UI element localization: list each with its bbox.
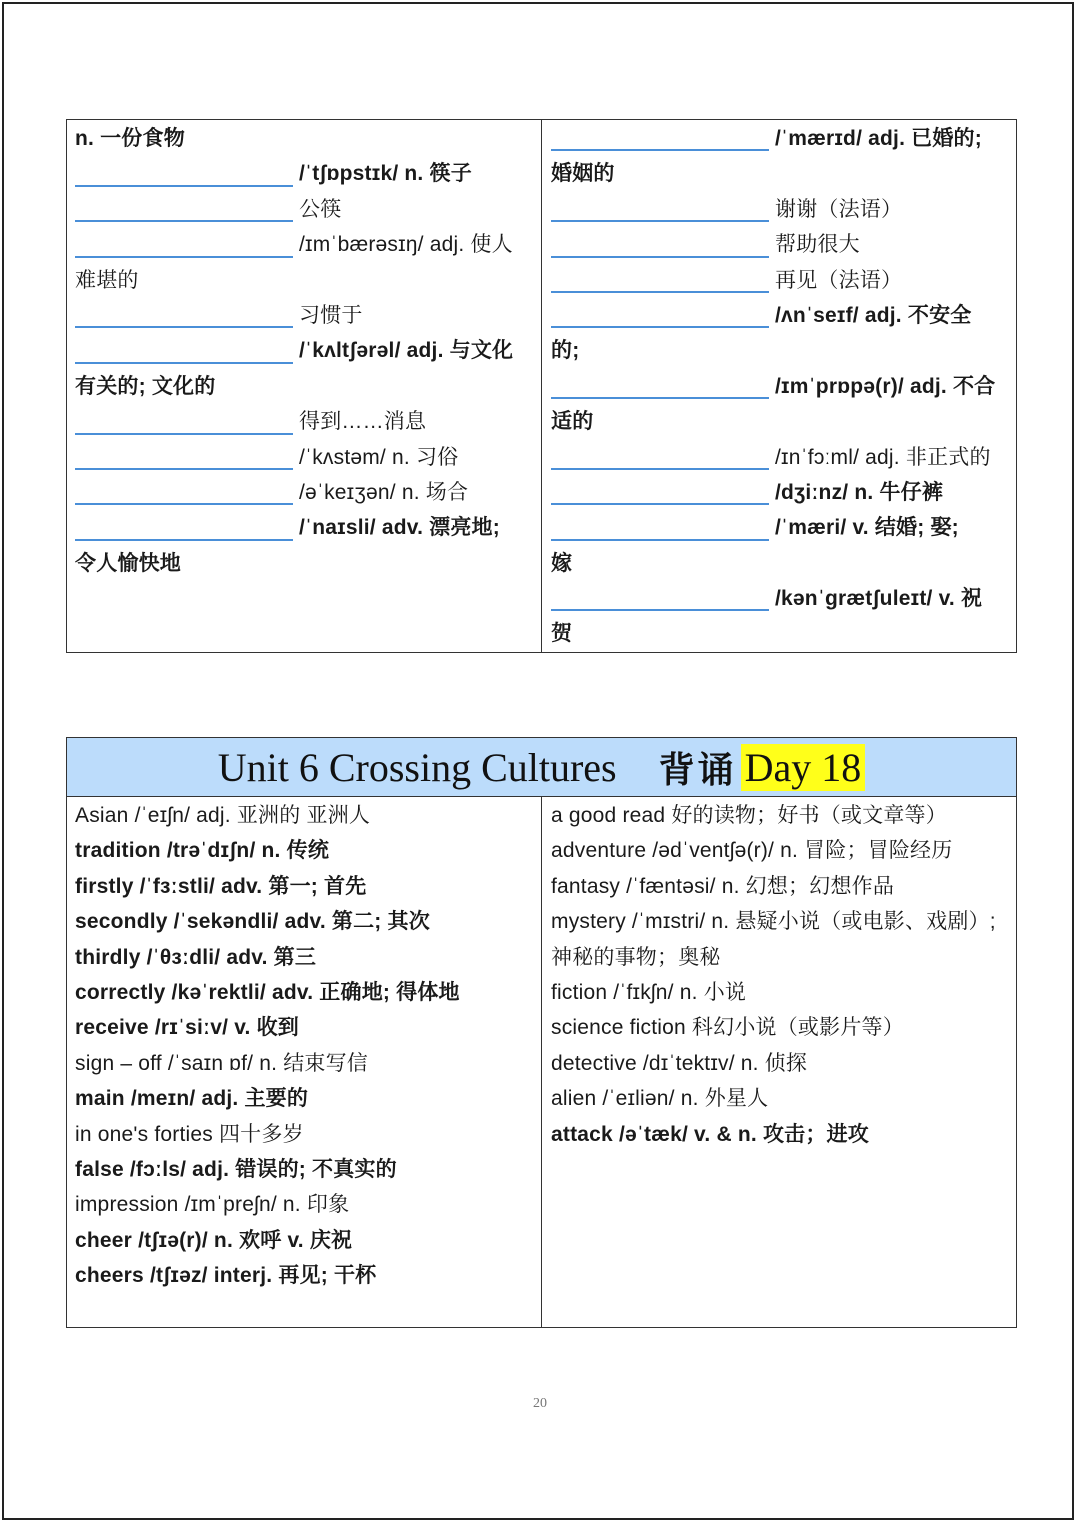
vocab-text: Asian /ˈeɪʃn/ adj. 亚洲的 亚洲人 <box>75 804 371 827</box>
vocab-text: a good read 好的读物；好书（或文章等） <box>551 804 947 827</box>
answer-blank[interactable] <box>551 503 769 505</box>
vocab-line <box>551 121 1010 156</box>
vocab-text: impression /ɪmˈpreʃn/ n. 印象 <box>75 1193 350 1217</box>
vocab-line <box>75 156 533 191</box>
vocab-line <box>551 510 1010 545</box>
answer-blank[interactable] <box>551 397 769 399</box>
vocab-line <box>75 940 533 975</box>
vocab-line <box>551 227 1010 262</box>
vocab-text: /ˈtʃɒpstɪk/ n. 筷子 <box>299 162 472 186</box>
vocab-text: 帮助很大 <box>775 233 860 257</box>
vocab-line <box>551 904 1010 939</box>
vocab-line <box>551 333 1010 368</box>
vocab-line <box>75 546 533 581</box>
vocab-column-left <box>67 120 542 652</box>
answer-blank[interactable] <box>551 291 769 293</box>
answer-blank[interactable] <box>551 468 769 470</box>
answer-blank[interactable] <box>551 539 769 541</box>
vocab-line <box>551 833 1010 868</box>
day-label: Day 18 <box>741 744 866 791</box>
vocab-text: 婚姻的 <box>551 162 615 186</box>
vocab-column-left <box>67 796 542 1327</box>
vocab-line <box>75 869 533 904</box>
vocab-text: /ɪmˈprɒpə(r)/ adj. 不合 <box>775 374 996 398</box>
vocab-line <box>75 798 533 833</box>
vocab-text: /əˈkeɪʒən/ n. 场合 <box>299 480 469 504</box>
vocab-table-top <box>66 119 1017 653</box>
unit-title: Unit 6 Crossing Cultures <box>217 744 617 790</box>
answer-blank[interactable] <box>551 326 769 328</box>
vocab-text: 的; <box>551 339 580 363</box>
vocab-line <box>551 975 1010 1010</box>
vocab-line <box>551 940 1010 975</box>
vocab-line <box>75 1081 533 1116</box>
vocab-text: 习惯于 <box>299 303 363 327</box>
vocab-line <box>551 616 1010 651</box>
vocab-line <box>551 1010 1010 1045</box>
vocab-line <box>75 1046 533 1081</box>
vocab-line <box>551 404 1010 439</box>
answer-blank[interactable] <box>551 149 769 151</box>
vocab-text: main /meɪn/ adj. 主要的 <box>75 1087 309 1111</box>
vocab-line <box>75 833 533 868</box>
vocab-line <box>75 475 533 510</box>
vocab-line <box>75 975 533 1010</box>
answer-blank[interactable] <box>75 539 293 541</box>
vocab-text: firstly /ˈfɜːstli/ adv. 第一; 首先 <box>75 874 367 898</box>
unit-title-bar <box>67 738 1016 797</box>
vocab-column-right <box>542 796 1016 1327</box>
vocab-text: /ˈmærɪd/ adj. 已婚的; <box>775 127 982 150</box>
vocab-line <box>551 1081 1010 1116</box>
vocab-text: fantasy /ˈfæntəsi/ n. 幻想；幻想作品 <box>551 874 895 898</box>
vocab-line <box>75 1223 533 1258</box>
answer-blank[interactable] <box>75 468 293 470</box>
vocab-text: n. 一份食物 <box>75 127 185 150</box>
answer-blank[interactable] <box>75 503 293 505</box>
recite-label: 背诵 <box>658 748 737 791</box>
vocab-line <box>551 156 1010 191</box>
vocab-text: secondly /ˈsekəndli/ adv. 第二; 其次 <box>75 910 430 934</box>
vocab-text: sign – off /ˈsaɪn ɒf/ n. 结束写信 <box>75 1051 369 1075</box>
vocab-text: 得到……消息 <box>299 410 427 434</box>
vocab-text: thirdly /ˈθɜːdli/ adv. 第三 <box>75 945 317 969</box>
answer-blank[interactable] <box>75 433 293 435</box>
vocab-text: 贺 <box>551 622 573 646</box>
vocab-text: 有关的; 文化的 <box>75 374 216 398</box>
vocab-line <box>75 1152 533 1187</box>
vocab-line <box>75 404 533 439</box>
vocab-line <box>551 192 1010 227</box>
vocab-text: /ɪnˈfɔːml/ adj. 非正式的 <box>775 445 991 469</box>
vocab-line <box>75 192 533 227</box>
vocab-text: /ˈkʌstəm/ n. 习俗 <box>299 445 459 469</box>
vocab-column-right <box>542 120 1016 652</box>
vocab-line <box>75 298 533 333</box>
vocab-text: 难堪的 <box>75 268 139 292</box>
vocab-text: 令人愉快地 <box>75 551 181 575</box>
vocab-line <box>551 581 1010 616</box>
vocab-text: cheers /tʃɪəz/ interj. 再见; 干杯 <box>75 1264 377 1288</box>
answer-blank[interactable] <box>75 185 293 187</box>
answer-blank[interactable] <box>75 326 293 328</box>
vocab-text: 适的 <box>551 410 594 434</box>
vocab-text: /ˈnaɪsli/ adv. 漂亮地; <box>299 516 500 540</box>
vocab-line <box>551 1046 1010 1081</box>
vocab-text: /ɪmˈbærəsɪŋ/ adj. 使人 <box>299 233 513 257</box>
vocab-text: 再见（法语） <box>775 268 903 292</box>
vocab-text: cheer /tʃɪə(r)/ n. 欢呼 v. 庆祝 <box>75 1228 353 1252</box>
vocab-line <box>551 798 1010 833</box>
vocab-line <box>551 869 1010 904</box>
vocab-text: fiction /ˈfɪkʃn/ n. 小说 <box>551 980 747 1004</box>
vocab-line <box>75 227 533 262</box>
vocab-text: adventure /ədˈventʃə(r)/ n. 冒险；冒险经历 <box>551 839 953 863</box>
vocab-line <box>551 440 1010 475</box>
vocab-text: /ˈkʌltʃərəl/ adj. 与文化 <box>299 339 514 363</box>
answer-blank[interactable] <box>75 256 293 258</box>
vocab-line <box>75 369 533 404</box>
vocab-text: alien /ˈeɪliən/ n. 外星人 <box>551 1087 769 1111</box>
vocab-text: tradition /trəˈdɪʃn/ n. 传统 <box>75 839 330 863</box>
vocab-line <box>75 904 533 939</box>
answer-blank[interactable] <box>551 256 769 258</box>
vocab-text: 神秘的事物；奥秘 <box>551 945 721 969</box>
vocab-text: science fiction 科幻小说（或影片等） <box>551 1016 904 1040</box>
vocab-line <box>75 121 533 156</box>
answer-blank[interactable] <box>551 220 769 222</box>
answer-blank[interactable] <box>75 220 293 222</box>
vocab-text: false /fɔːls/ adj. 错误的; 不真实的 <box>75 1157 397 1181</box>
vocab-text: correctly /kəˈrektli/ adv. 正确地; 得体地 <box>75 980 460 1004</box>
vocab-line <box>75 333 533 368</box>
vocab-line <box>551 369 1010 404</box>
answer-blank[interactable] <box>551 609 769 611</box>
answer-blank[interactable] <box>75 362 293 364</box>
vocab-line <box>551 1117 1010 1152</box>
vocab-text: attack /əˈtæk/ v. & n. 攻击；进攻 <box>551 1122 869 1146</box>
vocab-line <box>75 1187 533 1222</box>
vocab-table-unit6 <box>66 737 1017 1328</box>
vocab-text: 嫁 <box>551 551 573 575</box>
vocab-text: in one's forties 四十多岁 <box>75 1122 304 1146</box>
vocab-line <box>551 546 1010 581</box>
vocab-line <box>75 1010 533 1045</box>
vocab-text: /ˈmæri/ v. 结婚; 娶; <box>775 516 959 540</box>
vocab-line <box>75 440 533 475</box>
vocab-text: 谢谢（法语） <box>775 197 903 221</box>
vocab-text: /kənˈgrætʃuleɪt/ v. 祝 <box>775 587 983 611</box>
vocab-line <box>75 1117 533 1152</box>
vocab-line <box>551 263 1010 298</box>
vocab-text: mystery /ˈmɪstri/ n. 悬疑小说（或电影、戏剧）; <box>551 910 996 934</box>
vocab-line <box>551 298 1010 333</box>
vocab-line <box>551 475 1010 510</box>
vocab-line <box>75 263 533 298</box>
page-number: 20 <box>533 1396 547 1411</box>
vocab-line <box>75 1258 533 1293</box>
vocab-text: /ʌnˈseɪf/ adj. 不安全 <box>775 303 972 327</box>
vocab-line <box>75 510 533 545</box>
vocab-text: receive /rɪˈsiːv/ v. 收到 <box>75 1016 299 1040</box>
vocab-text: /dʒiːnz/ n. 牛仔裤 <box>775 480 944 504</box>
vocab-text: detective /dɪˈtektɪv/ n. 侦探 <box>551 1051 808 1075</box>
vocab-text: 公筷 <box>299 197 342 221</box>
